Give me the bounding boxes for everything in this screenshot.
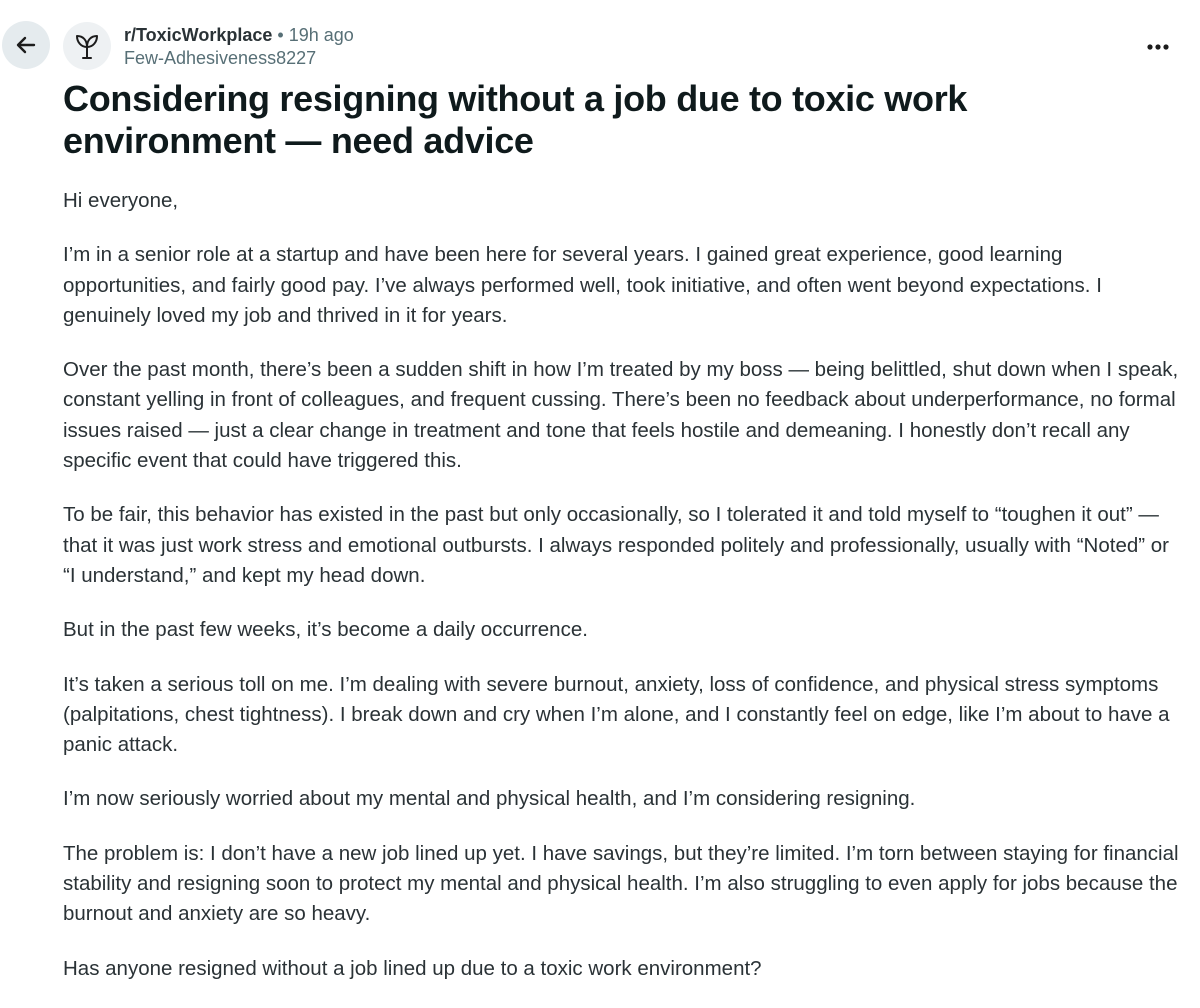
post-meta [124,24,354,70]
subreddit-sprout-icon [72,31,102,61]
post-paragraph: Hi everyone, [63,189,179,212]
post-paragraph: Over the past month, there’s been a sudden shift in how I’m treated by my boss — being belittled, shut down when I speak, constant yelling in front of colleagues, and frequent cussing. There’s been no feedback about underperformance, no formal issues raised — just a clear change in treatment and tone that feels hostile and demeaning. I honestly don’t recall any specific event that could have triggered this. [63,358,1179,473]
post-time: 19h ago [288,25,354,45]
meta-separator: • [277,25,284,45]
author-username[interactable]: Few-Adhesiveness8227 [124,48,317,68]
post-title: Considering resigning without a job due to toxic work environment — need advice [63,78,968,161]
post-paragraph: To be fair, this behavior has existed in the past but only occasionally, so I tolerated it and told myself to “toughen it out” — that it was just work stress and emotional outbursts. I always responded politely and professionally, usually with “Noted” or “I understand,” and kept my head down. [63,503,1170,587]
subreddit-link[interactable]: r/ToxicWorkplace [124,25,273,45]
more-options-button[interactable] [1138,34,1178,60]
post-paragraph: Has anyone resigned without a job lined up due to a toxic work environment? [63,956,762,980]
post-body [63,186,1183,1008]
back-button[interactable] [2,21,50,69]
arrow-left-icon [14,33,38,57]
post-paragraph: The problem is: I don’t have a new job lined up yet. I have savings, but they’re limited. I’m torn between staying for financial stability and resigning soon to protect my mental and physical health. I’m also struggling to even apply for jobs because the burnout and anxiety are so heavy. [63,841,1179,926]
post-paragraph: I’m now seriously worried about my mental and physical health, and I’m considering resigning. [63,787,916,811]
post-paragraph: But in the past few weeks, it’s become a daily occurrence. [63,618,588,642]
ellipsis-horizontal-icon [1147,44,1169,50]
post-paragraph: I’m in a senior role at a startup and have been here for several years. I gained great experience, good learning opportunities, and fairly good pay. I’ve always performed well, took initiative, and often went beyond expectations. I genuinely loved my job and thrived in it for years. [63,243,1102,327]
subreddit-avatar[interactable] [63,22,111,70]
post-paragraph: It’s taken a serious toll on me. I’m dealing with severe burnout, anxiety, loss of confidence, and physical stress symptoms (palpitations, chest tightness). I break down and cry when I’m alone, and I constantly feel on edge, like I’m about to have a panic attack. [63,672,1170,757]
